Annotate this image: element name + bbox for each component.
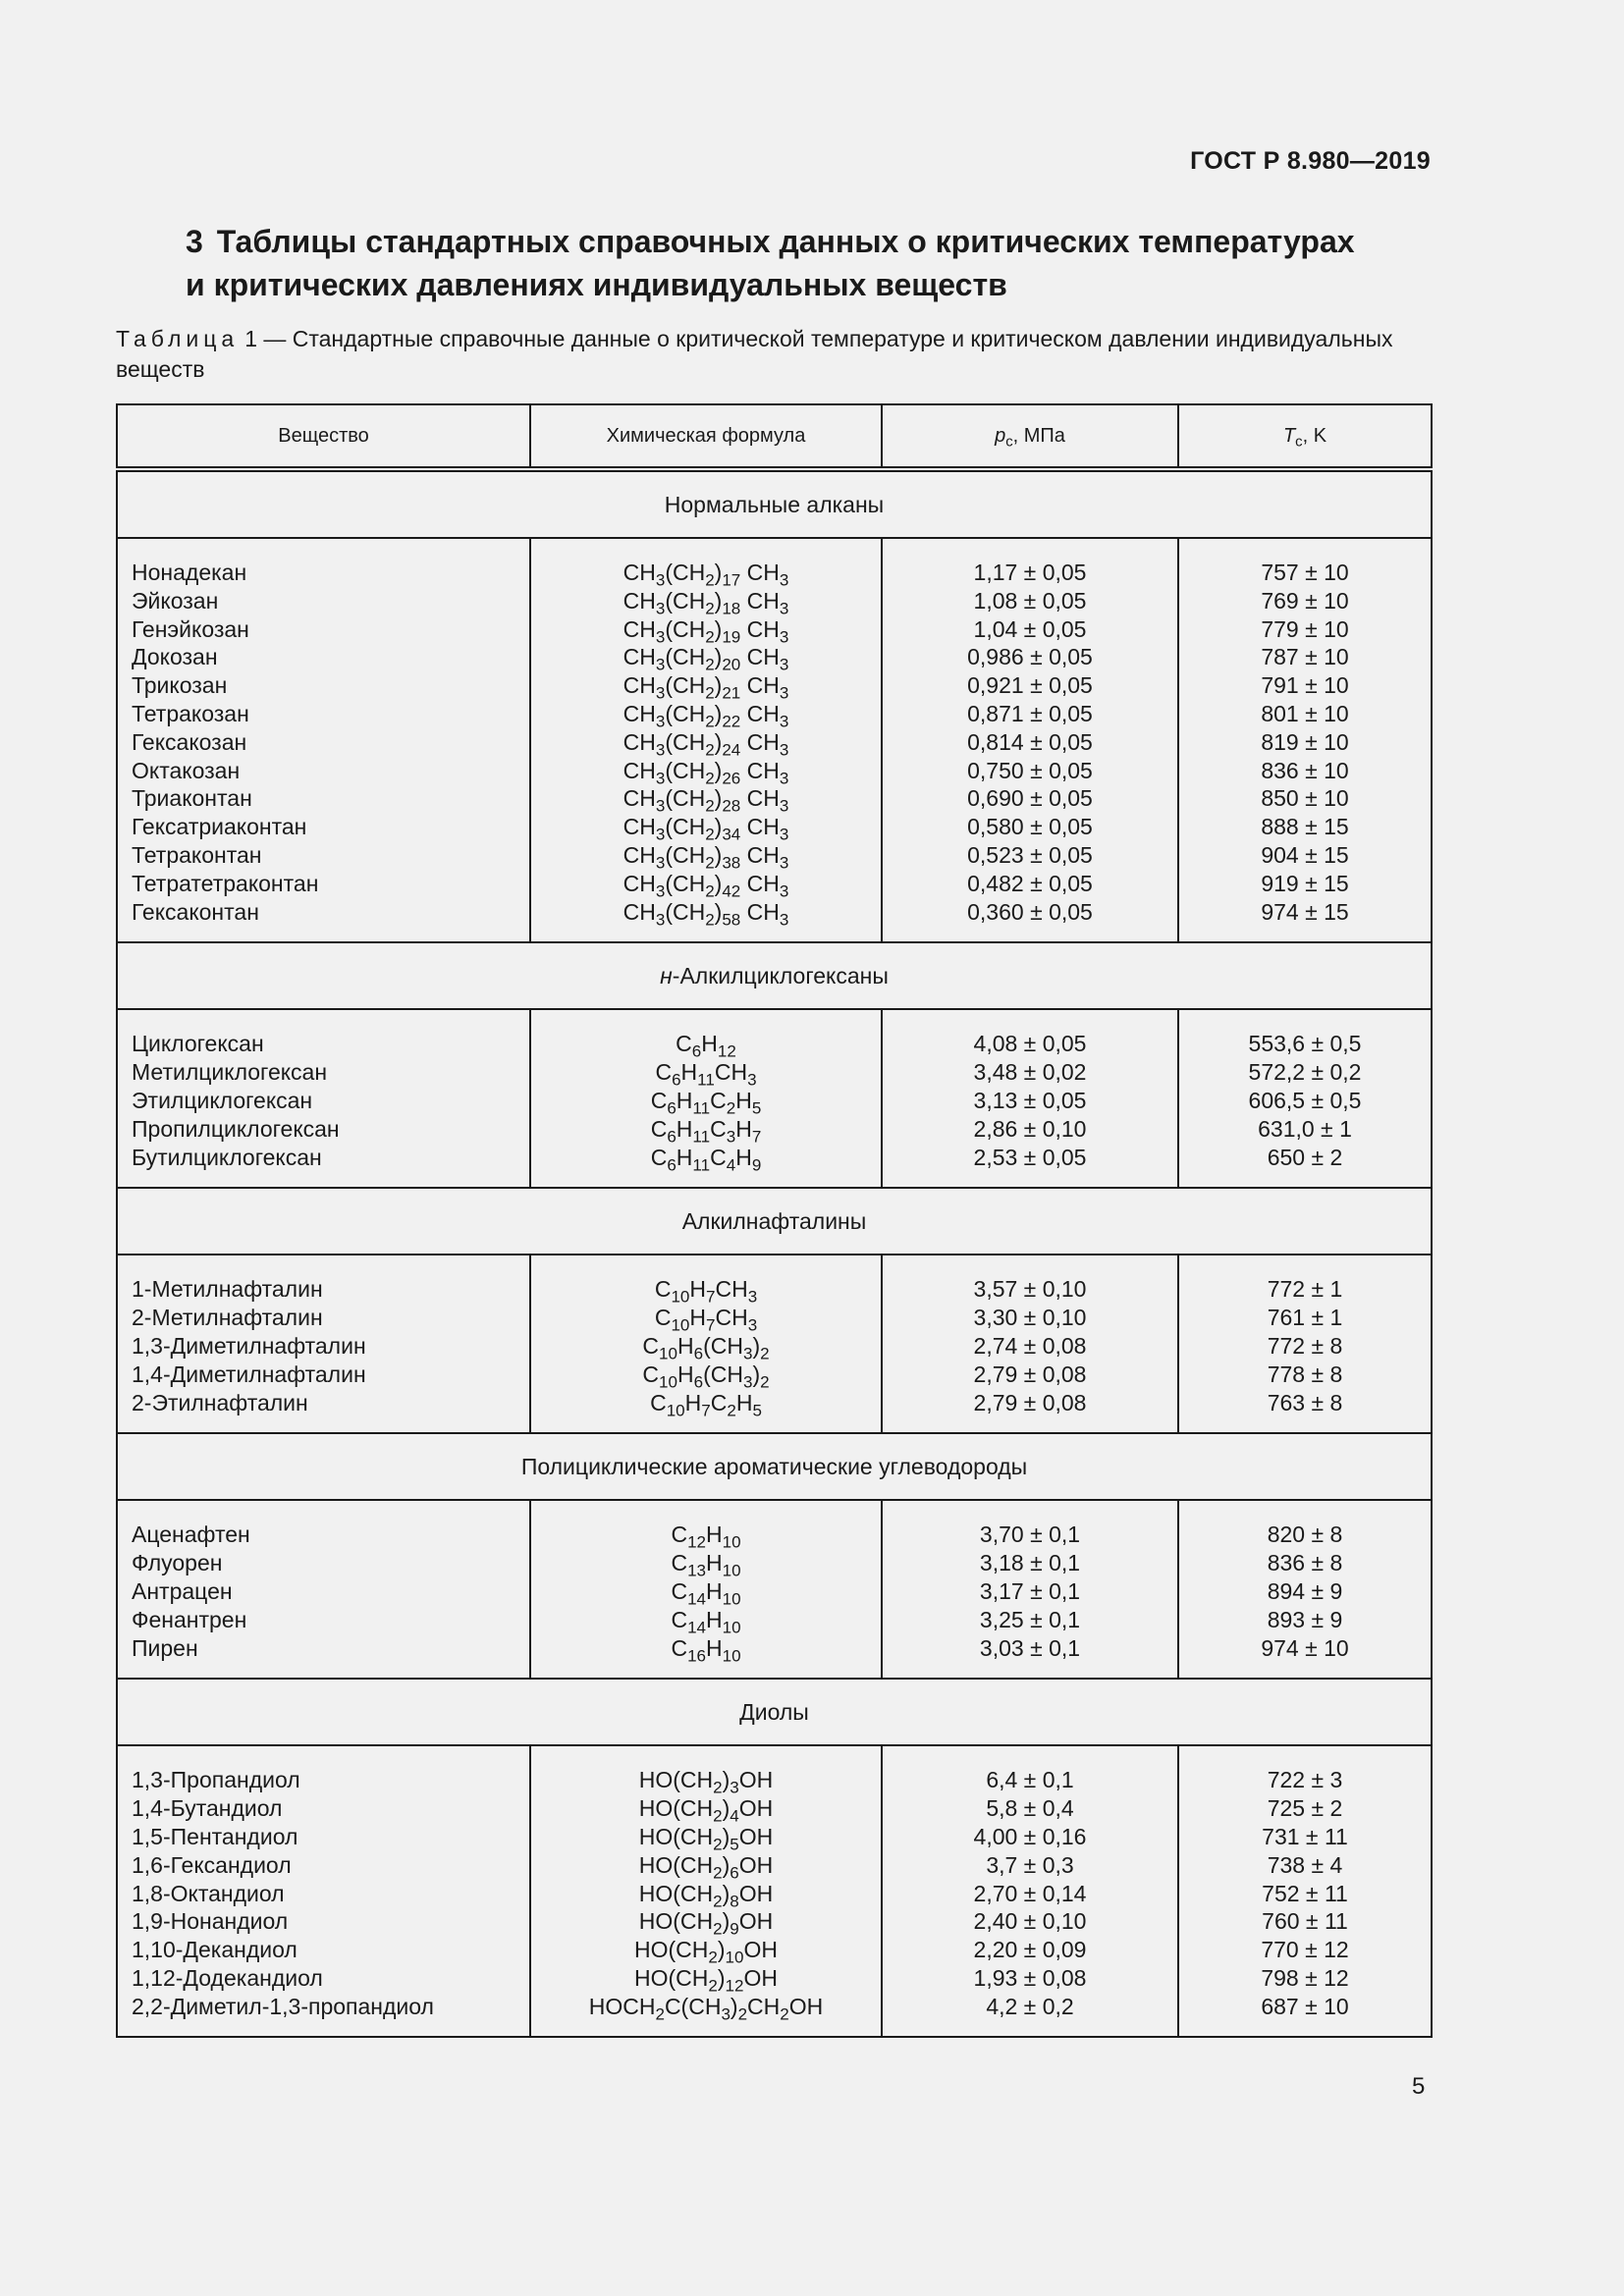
chemical-formula: $C_{13}H_{10}$ — [671, 1550, 741, 1580]
chemical-formula: $C_{10}H_7CH_3$ — [654, 1305, 758, 1335]
critical-temperature: 904 ± 15 — [1261, 841, 1349, 868]
substance-name: Триаконтан — [132, 785, 252, 812]
critical-pressure: 4,00 ± 0,16 — [973, 1823, 1087, 1849]
critical-temperature: 836 ± 10 — [1261, 757, 1349, 783]
critical-temperature: 760 ± 11 — [1262, 1908, 1348, 1935]
critical-temperature-column — [1178, 1745, 1432, 2037]
chemical-formula: $CH_3(CH_2)_{28}$ $CH_3$ — [623, 785, 789, 816]
critical-temperature: 722 ± 3 — [1267, 1767, 1343, 1793]
critical-temperature: 769 ± 10 — [1261, 587, 1349, 614]
group-data-row — [117, 1255, 1432, 1433]
substance-name: Пропилциклогексан — [132, 1115, 340, 1142]
chemical-formula: $C_{12}H_{10}$ — [671, 1522, 741, 1552]
substance-name: 1,3-Диметилнафталин — [132, 1332, 366, 1359]
critical-pressure: 6,4 ± 0,1 — [986, 1767, 1074, 1793]
critical-pressure: 3,48 ± 0,02 — [973, 1059, 1087, 1086]
critical-temperature: 919 ± 15 — [1261, 870, 1349, 896]
chemical-formula: $HO(CH_2)_6OH$ — [638, 1851, 774, 1883]
substance-name: 1,8-Октандиол — [132, 1880, 285, 1906]
critical-pressure: 2,86 ± 0,10 — [973, 1115, 1087, 1142]
critical-temperature: 798 ± 12 — [1261, 1964, 1349, 1991]
substance-name: 2,2-Диметил-1,3-пропандиол — [132, 1993, 434, 2019]
group-header-row — [117, 1433, 1432, 1500]
column-header-substance: Вещество — [117, 404, 530, 469]
critical-pressure: 0,360 ± 0,05 — [967, 898, 1093, 925]
critical-pressure-column — [882, 1500, 1178, 1679]
critical-pressure: 3,7 ± 0,3 — [986, 1851, 1074, 1878]
column-header-pressure — [882, 404, 1178, 469]
critical-pressure-column — [882, 1009, 1178, 1188]
substance-name: Октакозан — [132, 757, 241, 783]
critical-pressure-column — [882, 1745, 1178, 2037]
critical-pressure: 0,482 ± 0,05 — [967, 870, 1093, 896]
substance-name: Гексаконтан — [132, 898, 259, 925]
substance-name: Гексатриаконтан — [132, 814, 307, 840]
chemical-formula: $HO(CH_2)_{10}OH$ — [634, 1937, 778, 1967]
substance-name: Циклогексан — [132, 1031, 264, 1057]
critical-pressure: 3,03 ± 0,1 — [979, 1634, 1081, 1661]
substance-name: Генэйкозан — [132, 615, 249, 642]
group-title-text: Полициклические ароматические углеводороды — [520, 1453, 1028, 1479]
critical-temperature: 763 ± 8 — [1267, 1389, 1343, 1415]
critical-temperature: 850 ± 10 — [1261, 785, 1349, 812]
substance-name: 1,12-Додекандиол — [132, 1964, 323, 1991]
critical-temperature: 791 ± 10 — [1261, 672, 1349, 699]
group-title-text: Диолы — [739, 1698, 809, 1725]
substance-name: Аценафтен — [132, 1522, 250, 1548]
critical-pressure: 0,750 ± 0,05 — [967, 757, 1093, 783]
chemical-formula: $C_{16}H_{10}$ — [671, 1634, 741, 1665]
column-header-temperature — [1178, 404, 1432, 469]
chemical-formula: $C_6H_{11}C_3H_7$ — [650, 1115, 762, 1147]
substance-name: Пирен — [132, 1634, 198, 1661]
group-header-row — [117, 1679, 1432, 1745]
group-title — [117, 1433, 1432, 1500]
critical-pressure: 2,40 ± 0,10 — [973, 1908, 1087, 1935]
chemical-formula: $HOCH_2C(CH_3)_2CH_2OH$ — [588, 1993, 824, 2024]
chemical-formula-column — [530, 1009, 882, 1188]
chemical-formula-column — [530, 1255, 882, 1433]
critical-pressure: 3,25 ± 0,1 — [979, 1606, 1081, 1632]
critical-pressure: 4,2 ± 0,2 — [986, 1993, 1074, 2019]
critical-pressure: 2,53 ± 0,05 — [973, 1144, 1087, 1170]
substance-name: 2-Этилнафталин — [132, 1389, 308, 1415]
critical-pressure: 0,921 ± 0,05 — [967, 672, 1093, 699]
substance-name: 1,9-Нонандиол — [132, 1908, 289, 1935]
chemical-formula: $CH_3(CH_2)_{42}$ $CH_3$ — [623, 870, 789, 901]
critical-pressure: 2,74 ± 0,08 — [973, 1332, 1087, 1359]
critical-temperature: 725 ± 2 — [1267, 1795, 1343, 1822]
pressure-symbol: p — [995, 424, 1006, 447]
critical-temperature: 650 ± 2 — [1267, 1144, 1343, 1170]
chemical-formula: $CH_3(CH_2)_{38}$ $CH_3$ — [623, 841, 789, 873]
critical-temperature: 894 ± 9 — [1267, 1577, 1343, 1604]
group-header-row — [117, 1188, 1432, 1255]
chemical-formula: $C_6H_{11}C_4H_9$ — [650, 1144, 762, 1174]
substance-name: Фенантрен — [132, 1606, 247, 1632]
critical-pressure: 1,08 ± 0,05 — [973, 587, 1087, 614]
table-caption-label: Таблица — [116, 326, 240, 351]
critical-temperature: 819 ± 10 — [1261, 728, 1349, 755]
critical-pressure: 0,814 ± 0,05 — [967, 728, 1093, 755]
section-number: 3 — [186, 224, 203, 259]
group-header-row — [117, 469, 1432, 538]
chemical-formula: $C_{10}H_7CH_3$ — [654, 1276, 758, 1307]
group-title-text: Алкилнафталины — [681, 1207, 867, 1234]
critical-temperature: 572,2 ± 0,2 — [1248, 1059, 1362, 1086]
chemical-formula: $C_{14}H_{10}$ — [671, 1606, 741, 1637]
critical-temperature: 779 ± 10 — [1261, 615, 1349, 642]
critical-pressure-column — [882, 1255, 1178, 1433]
critical-temperature: 836 ± 8 — [1267, 1550, 1343, 1576]
substance-name: 1,3-Пропандиол — [132, 1767, 300, 1793]
pressure-unit: , МПа — [1012, 424, 1065, 447]
group-data-row — [117, 538, 1432, 942]
chemical-formula: $C_{10}H_7C_2H_5$ — [650, 1389, 762, 1419]
substance-name-column — [117, 1500, 530, 1679]
substance-name: Трикозан — [132, 672, 228, 699]
critical-pressure: 2,70 ± 0,14 — [973, 1880, 1087, 1906]
substance-name: Этилциклогексан — [132, 1087, 313, 1113]
critical-temperature: 820 ± 8 — [1267, 1522, 1343, 1548]
group-title — [117, 1188, 1432, 1255]
substance-name: 2-Метилнафталин — [132, 1305, 323, 1331]
substance-name: Эйкозан — [132, 587, 219, 614]
substance-name: Докозан — [132, 644, 218, 670]
critical-pressure: 0,986 ± 0,05 — [967, 644, 1093, 670]
chemical-formula: $HO(CH_2)_9OH$ — [638, 1908, 774, 1939]
substance-name: 1,5-Пентандиол — [132, 1823, 298, 1849]
chemical-formula: $CH_3(CH_2)_{18}$ $CH_3$ — [623, 587, 789, 618]
critical-temperature: 553,6 ± 0,5 — [1248, 1031, 1362, 1057]
chemical-formula: $HO(CH_2)_3OH$ — [638, 1767, 774, 1797]
critical-temperature: 893 ± 9 — [1267, 1606, 1343, 1632]
chemical-formula: $C_6H_{11}CH_3$ — [655, 1059, 757, 1090]
critical-pressure: 0,523 ± 0,05 — [967, 841, 1093, 868]
critical-pressure: 4,08 ± 0,05 — [973, 1031, 1087, 1057]
critical-pressure: 1,93 ± 0,08 — [973, 1964, 1087, 1991]
chemical-formula-column — [530, 538, 882, 942]
substance-name: 1,6-Гександиол — [132, 1851, 292, 1878]
critical-temperature: 974 ± 15 — [1261, 898, 1349, 925]
chemical-formula: $CH_3(CH_2)_{22}$ $CH_3$ — [623, 700, 789, 731]
group-title — [117, 1679, 1432, 1745]
chemical-formula: $C_6H_{12}$ — [676, 1031, 736, 1061]
critical-temperature: 731 ± 11 — [1262, 1823, 1348, 1849]
temperature-subscript: c — [1295, 434, 1303, 451]
chemical-formula: $HO(CH_2)_{12}OH$ — [634, 1964, 778, 1996]
substance-name-column — [117, 1745, 530, 2037]
group-data-row — [117, 1500, 1432, 1679]
chemical-formula: $C_{14}H_{10}$ — [671, 1577, 741, 1609]
chemical-formula: $CH_3(CH_2)_{20}$ $CH_3$ — [623, 644, 789, 674]
critical-temperature: 606,5 ± 0,5 — [1248, 1087, 1362, 1113]
critical-temperature: 772 ± 1 — [1267, 1276, 1343, 1303]
standard-designation: ГОСТ Р 8.980—2019 — [1190, 147, 1431, 175]
chemical-formula: $CH_3(CH_2)_{26}$ $CH_3$ — [623, 757, 789, 788]
chemical-formula: $HO(CH_2)_4OH$ — [638, 1795, 774, 1826]
substance-name: 1,4-Бутандиол — [132, 1795, 283, 1822]
critical-temperature: 687 ± 10 — [1261, 1993, 1349, 2019]
substance-name: Тетраконтан — [132, 841, 262, 868]
section-title-line-1: Таблицы стандартных справочных данных о критических температурах — [216, 224, 1355, 259]
critical-temperature: 631,0 ± 1 — [1258, 1115, 1352, 1142]
substance-name: Флуорен — [132, 1550, 223, 1576]
critical-pressure: 5,8 ± 0,4 — [986, 1795, 1074, 1822]
group-data-row — [117, 1009, 1432, 1188]
critical-properties-table — [116, 403, 1433, 2038]
critical-temperature: 801 ± 10 — [1261, 700, 1349, 726]
chemical-formula-column — [530, 1745, 882, 2037]
critical-temperature-column — [1178, 1500, 1432, 1679]
substance-name: Гексакозан — [132, 728, 247, 755]
chemical-formula: $HO(CH_2)_5OH$ — [638, 1823, 774, 1854]
section-title-line-2: и критических давлениях индивидуальных веществ — [186, 267, 1007, 302]
column-header-formula: Химическая формула — [530, 404, 882, 469]
pressure-subscript: c — [1005, 434, 1013, 451]
critical-pressure: 2,20 ± 0,09 — [973, 1937, 1087, 1963]
chemical-formula: $C_{10}H_6(CH_3)_2$ — [642, 1361, 770, 1392]
critical-pressure: 3,57 ± 0,10 — [973, 1276, 1087, 1303]
chemical-formula: $C_{10}H_6(CH_3)_2$ — [642, 1332, 770, 1363]
substance-name: 1,4-Диметилнафталин — [132, 1361, 366, 1387]
critical-temperature-column — [1178, 1255, 1432, 1433]
group-data-row — [117, 1745, 1432, 2037]
substance-name-column — [117, 1009, 530, 1188]
critical-pressure: 1,17 ± 0,05 — [973, 560, 1087, 585]
chemical-formula: $CH_3(CH_2)_{34}$ $CH_3$ — [623, 814, 789, 844]
chemical-formula: $CH_3(CH_2)_{17}$ $CH_3$ — [623, 560, 789, 590]
group-header-row — [117, 942, 1432, 1009]
critical-temperature: 778 ± 8 — [1267, 1361, 1343, 1387]
chemical-formula: $CH_3(CH_2)_{24}$ $CH_3$ — [623, 728, 789, 760]
critical-pressure: 0,580 ± 0,05 — [967, 814, 1093, 840]
chemical-formula: $CH_3(CH_2)_{19}$ $CH_3$ — [623, 615, 789, 647]
page-number: 5 — [1412, 2073, 1426, 2100]
critical-temperature: 888 ± 15 — [1261, 814, 1349, 840]
substance-name: Нонадекан — [132, 560, 247, 585]
critical-pressure: 3,70 ± 0,1 — [979, 1522, 1081, 1548]
substance-name: Тетракозан — [132, 700, 249, 726]
critical-pressure: 3,18 ± 0,1 — [979, 1550, 1081, 1576]
substance-name: Антрацен — [132, 1577, 233, 1604]
substance-name: Метилциклогексан — [132, 1059, 328, 1086]
substance-name: Тетратетраконтан — [132, 870, 319, 896]
group-title — [117, 942, 1432, 1009]
group-title-text: Нормальные алканы — [664, 491, 885, 517]
substance-name: 1,10-Декандиол — [132, 1937, 298, 1963]
chemical-formula: $HO(CH_2)_8OH$ — [638, 1880, 774, 1910]
group-title — [117, 469, 1432, 538]
critical-temperature: 761 ± 1 — [1267, 1305, 1343, 1331]
critical-pressure-column — [882, 538, 1178, 942]
critical-pressure: 2,79 ± 0,08 — [973, 1361, 1087, 1387]
substance-name-column — [117, 538, 530, 942]
table-caption-text: 1 — Стандартные справочные данные о критической температуре и критическом давлении индивидуальных веществ — [116, 326, 1393, 382]
chemical-formula: $CH_3(CH_2)_{21}$ $CH_3$ — [623, 672, 789, 703]
critical-pressure: 2,79 ± 0,08 — [973, 1389, 1087, 1415]
critical-temperature: 738 ± 4 — [1267, 1851, 1343, 1878]
critical-temperature: 772 ± 8 — [1267, 1332, 1343, 1359]
critical-temperature: 787 ± 10 — [1261, 644, 1349, 670]
group-title-text: -Алкилциклогексаны — [672, 962, 889, 988]
table-caption — [116, 324, 1432, 385]
temperature-symbol: T — [1282, 424, 1296, 447]
critical-pressure: 0,690 ± 0,05 — [967, 785, 1093, 812]
critical-pressure: 3,30 ± 0,10 — [973, 1305, 1087, 1331]
critical-pressure: 3,17 ± 0,1 — [979, 1577, 1081, 1604]
table-body — [117, 469, 1432, 2037]
critical-temperature: 757 ± 10 — [1261, 560, 1349, 585]
critical-pressure: 0,871 ± 0,05 — [967, 700, 1093, 726]
critical-temperature-column — [1178, 538, 1432, 942]
substance-name: Бутилциклогексан — [132, 1144, 322, 1170]
substance-name-column — [117, 1255, 530, 1433]
critical-temperature: 752 ± 11 — [1262, 1880, 1348, 1906]
temperature-unit: , K — [1302, 424, 1327, 447]
critical-pressure: 1,04 ± 0,05 — [973, 615, 1087, 642]
chemical-formula: $C_6H_{11}C_2H_5$ — [650, 1087, 762, 1118]
critical-temperature: 974 ± 10 — [1261, 1634, 1349, 1661]
table-header-row — [117, 404, 1432, 469]
group-title-italic-prefix: н — [660, 962, 673, 988]
critical-temperature: 770 ± 12 — [1261, 1937, 1349, 1963]
critical-pressure: 3,13 ± 0,05 — [973, 1087, 1087, 1113]
chemical-formula-column — [530, 1500, 882, 1679]
substance-name: 1-Метилнафталин — [132, 1276, 323, 1303]
critical-temperature-column — [1178, 1009, 1432, 1188]
section-title — [186, 220, 1433, 306]
chemical-formula: $CH_3(CH_2)_{58}$ $CH_3$ — [623, 898, 789, 929]
